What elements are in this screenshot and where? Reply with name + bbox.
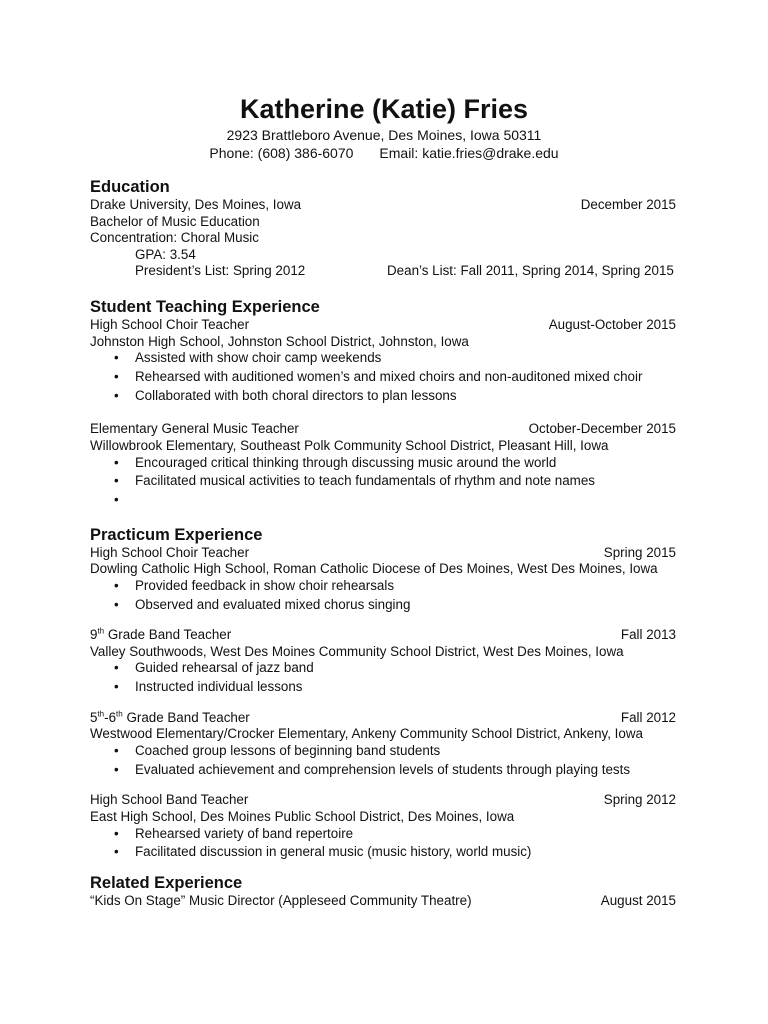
section-title: Student Teaching Experience bbox=[90, 297, 320, 316]
bullet-item: • Assisted with show choir camp weekends bbox=[90, 350, 676, 367]
grade-number: 9 bbox=[90, 627, 98, 643]
bullet-item: • Instructed individual lessons bbox=[90, 679, 676, 696]
school: Drake University, Des Moines, Iowa bbox=[90, 197, 302, 212]
entry-place: Dowling Catholic High School, Roman Catholic Diocese of Des Moines, West Des Moines, Iowa bbox=[90, 561, 658, 577]
entry-place: Valley Southwoods, West Des Moines Community School District, West Des Moines, Iowa bbox=[90, 643, 624, 659]
entry-role: “Kids On Stage” Music Director (Appleseed Community Theatre) bbox=[90, 892, 472, 908]
bullet-item: • Evaluated achievement and comprehension levels of students through playing tests bbox=[90, 762, 676, 779]
phone: Phone: (608) 386-6070 bbox=[209, 145, 354, 161]
experience-entry bbox=[90, 627, 676, 696]
presidents-list: President’s List: Spring 2012 bbox=[135, 263, 306, 279]
section-title: Related Experience bbox=[90, 873, 243, 892]
education-section bbox=[90, 177, 676, 280]
ordinal-suffix: th bbox=[116, 709, 123, 719]
bullet-list bbox=[90, 350, 676, 404]
bullet-item: • Rehearsed variety of band repertoire bbox=[90, 826, 676, 843]
entry-header bbox=[90, 627, 676, 644]
bullet-list bbox=[90, 826, 676, 861]
bullet-list bbox=[90, 578, 676, 613]
entry-role: High School Choir Teacher bbox=[90, 316, 250, 332]
entry-place: Westwood Elementary/Crocker Elementary, Ankeny Community School District, Ankeny, Iowa bbox=[90, 726, 643, 742]
address: 2923 Brattleboro Avenue, Des Moines, Iowa 50311 bbox=[226, 127, 542, 143]
bullet-list bbox=[90, 455, 676, 509]
degree: Bachelor of Music Education bbox=[90, 213, 260, 229]
bullet-item: • Encouraged critical thinking through discussing music around the world bbox=[90, 455, 676, 472]
concentration: Concentration: Choral Music bbox=[90, 230, 259, 246]
grade-number: 5 bbox=[90, 709, 98, 725]
honors-row bbox=[90, 263, 676, 280]
deans-list: Dean’s List: Fall 2011, Spring 2014, Spring 2015 bbox=[387, 263, 674, 279]
related-section bbox=[90, 873, 676, 910]
contact-line bbox=[0, 144, 768, 162]
bullet-list bbox=[90, 743, 676, 778]
ordinal-suffix: th bbox=[97, 709, 105, 719]
role-text: Grade Band Teacher bbox=[104, 627, 232, 643]
graduation-date: December 2015 bbox=[580, 197, 676, 212]
entry-role: High School Band Teacher bbox=[90, 792, 249, 808]
bullet-item: • Coached group lessons of beginning band students bbox=[90, 743, 676, 760]
resume-body bbox=[90, 177, 676, 910]
school-row bbox=[90, 197, 676, 214]
experience-entry bbox=[90, 545, 676, 614]
entry-place: Willowbrook Elementary, Southeast Polk Community School District, Pleasant Hill, Iowa bbox=[90, 437, 609, 453]
entry-place: East High School, Des Moines Public School District, Des Moines, Iowa bbox=[90, 808, 515, 824]
resume-header bbox=[0, 0, 768, 162]
section-title: Practicum Experience bbox=[90, 525, 263, 544]
experience-entry bbox=[90, 421, 676, 508]
entry-date: Fall 2012 bbox=[620, 709, 676, 725]
entry-role: High School Choir Teacher bbox=[90, 544, 250, 560]
entry-role bbox=[90, 710, 250, 727]
role-text: Grade Band Teacher bbox=[122, 709, 250, 725]
entry-header bbox=[90, 317, 676, 334]
entry-date: August 2015 bbox=[600, 892, 676, 908]
email: Email: katie.fries@drake.edu bbox=[379, 145, 559, 161]
entry-date: Fall 2013 bbox=[620, 627, 676, 643]
bullet-item: • Observed and evaluated mixed chorus singing bbox=[90, 597, 676, 614]
experience-entry bbox=[90, 792, 676, 861]
section-title: Education bbox=[90, 178, 170, 196]
bullet-item: • Rehearsed with auditioned women’s and mixed choirs and non-auditoned mixed choir bbox=[90, 369, 676, 386]
grade-number: -6 bbox=[104, 709, 117, 725]
bullet-item: • Facilitated discussion in general music (music history, world music) bbox=[90, 844, 676, 861]
entry-header bbox=[90, 893, 676, 910]
entry-date: Spring 2015 bbox=[603, 544, 676, 560]
candidate-name: Katherine (Katie) Fries bbox=[239, 94, 529, 124]
entry-header bbox=[90, 792, 676, 809]
entry-date: Spring 2012 bbox=[603, 792, 676, 808]
entry-header bbox=[90, 545, 676, 562]
entry-role: Elementary General Music Teacher bbox=[90, 421, 299, 437]
bullet-item: • Guided rehearsal of jazz band bbox=[90, 660, 676, 677]
ordinal-suffix: th bbox=[97, 626, 105, 636]
entry-role bbox=[90, 627, 231, 644]
bullet-item: • Provided feedback in show choir rehearsals bbox=[90, 578, 676, 595]
experience-entry bbox=[90, 710, 676, 779]
bullet-item: • Facilitated musical activities to teach fundamentals of rhythm and note names bbox=[90, 473, 676, 490]
entry-place: Johnston High School, Johnston School District, Johnston, Iowa bbox=[90, 333, 469, 349]
gpa: GPA: 3.54 bbox=[135, 246, 196, 262]
bullet-item bbox=[90, 492, 676, 509]
practicum-section bbox=[90, 525, 676, 861]
bullet-list bbox=[90, 660, 676, 695]
bullet-item: • Collaborated with both choral directors to plan lessons bbox=[90, 388, 676, 405]
entry-header bbox=[90, 710, 676, 727]
entry-header bbox=[90, 421, 676, 438]
student-teaching-section bbox=[90, 297, 676, 509]
entry-date: October-December 2015 bbox=[528, 421, 676, 437]
entry-date: August-October 2015 bbox=[548, 316, 676, 332]
experience-entry bbox=[90, 317, 676, 404]
